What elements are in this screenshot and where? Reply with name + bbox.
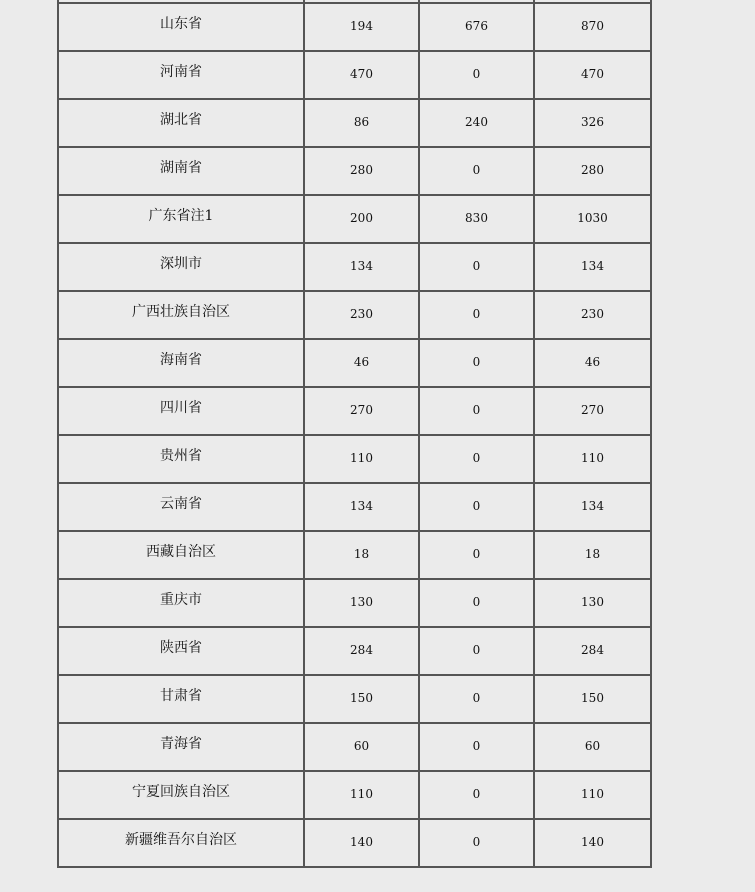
region-name-cell <box>58 531 304 579</box>
value-cell-1 <box>304 339 419 387</box>
region-name-cell-text: 四川省 <box>160 400 202 416</box>
table-row <box>58 195 651 243</box>
value-cell-1-text: 130 <box>350 595 373 609</box>
value-cell-2-text: 676 <box>465 19 488 33</box>
value-cell-1 <box>304 483 419 531</box>
value-cell-2 <box>419 771 534 819</box>
value-cell-1-text: 110 <box>350 451 373 465</box>
total-cell <box>534 387 651 435</box>
total-cell-text: 140 <box>581 835 604 849</box>
value-cell-1 <box>304 51 419 99</box>
value-cell-2 <box>419 819 534 867</box>
value-cell-2 <box>419 723 534 771</box>
region-name-cell <box>58 435 304 483</box>
total-cell-text: 230 <box>581 307 604 321</box>
total-cell <box>534 3 651 51</box>
value-cell-1-text: 140 <box>350 835 373 849</box>
region-name-cell <box>58 195 304 243</box>
value-cell-1 <box>304 99 419 147</box>
value-cell-2-text: 0 <box>472 355 481 369</box>
value-cell-1 <box>304 675 419 723</box>
value-cell-1-text: 134 <box>350 499 373 513</box>
total-cell <box>534 51 651 99</box>
total-cell <box>534 627 651 675</box>
total-cell <box>534 675 651 723</box>
value-cell-1 <box>304 291 419 339</box>
value-cell-2 <box>419 99 534 147</box>
value-cell-1 <box>304 387 419 435</box>
value-cell-2 <box>419 243 534 291</box>
total-cell-text: 150 <box>581 691 604 705</box>
region-name-cell-text: 新疆维吾尔自治区 <box>125 832 237 848</box>
table-row <box>58 435 651 483</box>
total-cell <box>534 195 651 243</box>
value-cell-2 <box>419 483 534 531</box>
value-cell-1-text: 150 <box>350 691 373 705</box>
table-row <box>58 531 651 579</box>
region-name-cell-text: 陕西省 <box>160 640 202 656</box>
value-cell-1 <box>304 723 419 771</box>
table-row <box>58 579 651 627</box>
value-cell-1 <box>304 195 419 243</box>
region-name-cell-text: 青海省 <box>160 736 202 752</box>
table-row <box>58 339 651 387</box>
value-cell-2 <box>419 3 534 51</box>
value-cell-2 <box>419 147 534 195</box>
value-cell-2-text: 0 <box>472 499 481 513</box>
total-cell <box>534 483 651 531</box>
value-cell-2 <box>419 531 534 579</box>
value-cell-2-text: 240 <box>465 115 488 129</box>
total-cell-text: 110 <box>581 451 604 465</box>
value-cell-2 <box>419 51 534 99</box>
value-cell-2-text: 0 <box>472 259 481 273</box>
value-cell-2-text: 0 <box>472 835 481 849</box>
region-name-cell <box>58 147 304 195</box>
value-cell-2-text: 830 <box>465 211 488 225</box>
total-cell <box>534 531 651 579</box>
region-name-cell-text: 广东省注1 <box>148 208 214 224</box>
value-cell-1-text: 470 <box>350 67 373 81</box>
region-name-cell-text: 湖北省 <box>160 112 202 128</box>
region-name-cell-text: 西藏自治区 <box>146 544 216 560</box>
table-row <box>58 675 651 723</box>
value-cell-2 <box>419 195 534 243</box>
value-cell-2-text: 0 <box>472 739 481 753</box>
data-table-container <box>57 0 652 868</box>
total-cell <box>534 291 651 339</box>
table-row <box>58 483 651 531</box>
table-row <box>58 99 651 147</box>
value-cell-2-text: 0 <box>472 595 481 609</box>
region-name-cell <box>58 291 304 339</box>
total-cell <box>534 99 651 147</box>
region-name-cell <box>58 387 304 435</box>
value-cell-2-text: 0 <box>472 403 481 417</box>
table-row <box>58 771 651 819</box>
value-cell-1-text: 110 <box>350 787 373 801</box>
value-cell-1 <box>304 627 419 675</box>
region-name-cell-text: 河南省 <box>160 64 202 80</box>
value-cell-1-text: 280 <box>350 163 373 177</box>
value-cell-2-text: 0 <box>472 163 481 177</box>
total-cell-text: 280 <box>581 163 604 177</box>
value-cell-2 <box>419 435 534 483</box>
region-name-cell-text: 海南省 <box>160 352 202 368</box>
total-cell-text: 134 <box>581 499 604 513</box>
total-cell-text: 870 <box>581 19 604 33</box>
total-cell-text: 134 <box>581 259 604 273</box>
region-name-cell <box>58 51 304 99</box>
region-name-cell-text: 宁夏回族自治区 <box>132 784 230 800</box>
value-cell-1 <box>304 531 419 579</box>
value-cell-1-text: 270 <box>350 403 373 417</box>
region-name-cell <box>58 339 304 387</box>
value-cell-2-text: 0 <box>472 691 481 705</box>
region-name-cell-text: 山东省 <box>160 16 202 32</box>
value-cell-2-text: 0 <box>472 67 481 81</box>
value-cell-1 <box>304 771 419 819</box>
region-name-cell-text: 湖南省 <box>160 160 202 176</box>
value-cell-2 <box>419 627 534 675</box>
region-name-cell-text: 深圳市 <box>160 256 202 272</box>
value-cell-2 <box>419 291 534 339</box>
table-row <box>58 51 651 99</box>
total-cell <box>534 435 651 483</box>
region-name-cell <box>58 483 304 531</box>
region-name-cell <box>58 99 304 147</box>
total-cell-text: 326 <box>581 115 604 129</box>
total-cell-text: 110 <box>581 787 604 801</box>
region-name-cell <box>58 579 304 627</box>
total-cell <box>534 771 651 819</box>
value-cell-1-text: 230 <box>350 307 373 321</box>
value-cell-1-text: 134 <box>350 259 373 273</box>
table-row <box>58 387 651 435</box>
total-cell-text: 130 <box>581 595 604 609</box>
region-name-cell-text: 广西壮族自治区 <box>132 304 230 320</box>
value-cell-1-text: 194 <box>350 19 373 33</box>
region-name-cell <box>58 819 304 867</box>
value-cell-2-text: 0 <box>472 787 481 801</box>
region-name-cell-text: 甘肃省 <box>160 688 202 704</box>
table-row <box>58 723 651 771</box>
value-cell-1 <box>304 243 419 291</box>
total-cell-text: 270 <box>581 403 604 417</box>
total-cell-text: 60 <box>584 739 601 753</box>
value-cell-1-text: 46 <box>353 355 370 369</box>
region-name-cell <box>58 771 304 819</box>
table-row <box>58 627 651 675</box>
region-name-cell-text: 贵州省 <box>160 448 202 464</box>
total-cell-text: 46 <box>584 355 601 369</box>
value-cell-2-text: 0 <box>472 307 481 321</box>
value-cell-1-text: 18 <box>353 547 370 561</box>
table-row <box>58 147 651 195</box>
value-cell-2 <box>419 339 534 387</box>
value-cell-2-text: 0 <box>472 643 481 657</box>
table-row <box>58 3 651 51</box>
region-name-cell <box>58 243 304 291</box>
value-cell-1 <box>304 435 419 483</box>
total-cell <box>534 819 651 867</box>
total-cell-text: 18 <box>584 547 601 561</box>
value-cell-1-text: 60 <box>353 739 370 753</box>
total-cell-text: 470 <box>581 67 604 81</box>
value-cell-1 <box>304 579 419 627</box>
value-cell-1-text: 86 <box>353 115 370 129</box>
value-cell-1-text: 200 <box>350 211 373 225</box>
total-cell-text: 1030 <box>577 211 608 225</box>
value-cell-2 <box>419 579 534 627</box>
region-name-cell <box>58 675 304 723</box>
total-cell <box>534 579 651 627</box>
value-cell-1-text: 284 <box>350 643 373 657</box>
total-cell-text: 284 <box>581 643 604 657</box>
table-body <box>58 0 651 867</box>
region-name-cell <box>58 3 304 51</box>
data-table <box>57 0 652 868</box>
total-cell <box>534 723 651 771</box>
value-cell-2-text: 0 <box>472 451 481 465</box>
value-cell-2 <box>419 675 534 723</box>
table-row <box>58 819 651 867</box>
value-cell-1 <box>304 3 419 51</box>
value-cell-2 <box>419 387 534 435</box>
value-cell-1 <box>304 819 419 867</box>
region-name-cell <box>58 723 304 771</box>
total-cell <box>534 243 651 291</box>
total-cell <box>534 147 651 195</box>
region-name-cell-text: 重庆市 <box>160 592 202 608</box>
table-row <box>58 243 651 291</box>
value-cell-1 <box>304 147 419 195</box>
region-name-cell <box>58 627 304 675</box>
value-cell-2-text: 0 <box>472 547 481 561</box>
table-row <box>58 291 651 339</box>
region-name-cell-text: 云南省 <box>160 496 202 512</box>
total-cell <box>534 339 651 387</box>
